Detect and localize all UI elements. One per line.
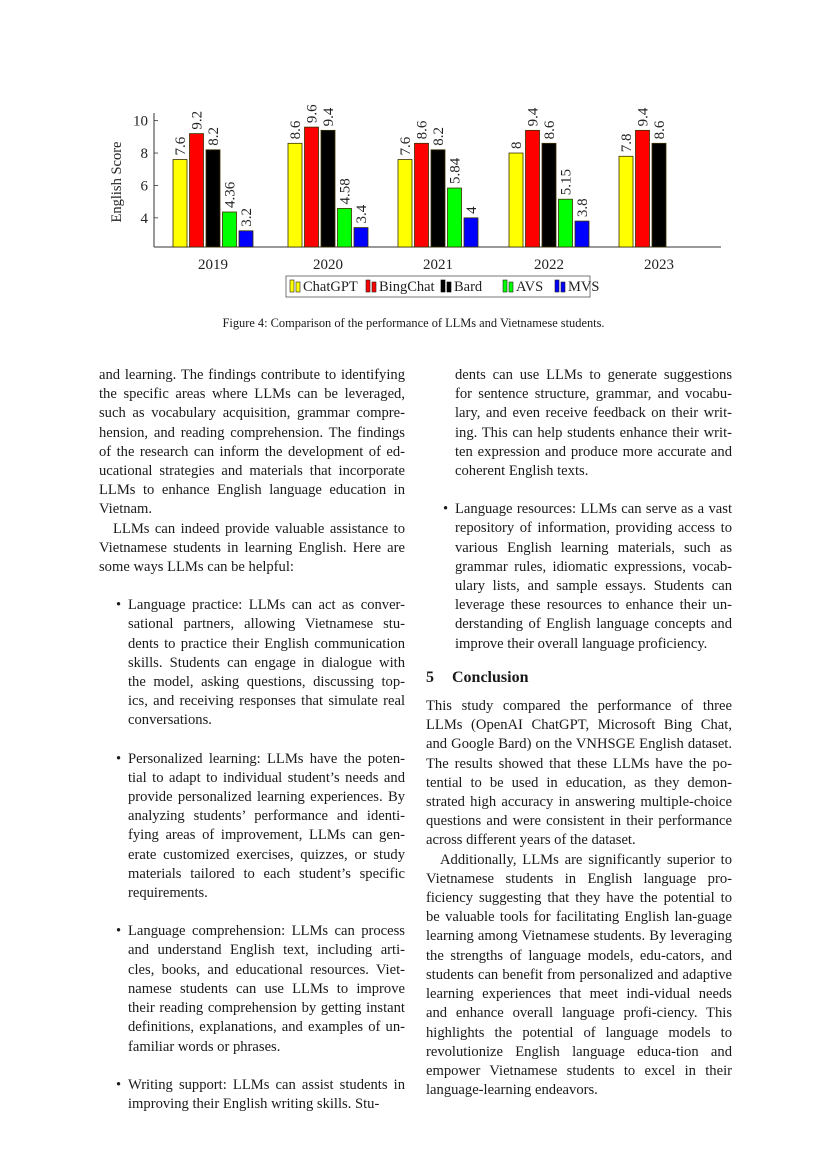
svg-text:3.8: 3.8 — [575, 198, 591, 218]
bar-avs-2020 — [338, 208, 352, 247]
svg-text:9.6: 9.6 — [304, 104, 321, 124]
bar-chatgpt-2020 — [288, 143, 302, 247]
bar-avs-2019 — [223, 212, 237, 247]
bar-bard-2019 — [206, 150, 220, 247]
bullet-item: • Personalized learning: LLMs have the poten-tial to adapt to individual student’s needs and provide personalized learning experiences. By analyzing students’ performance and identi-fying areas of improvement, LLMs can gen-erate customized exercises, quizzes, or study materials tailored to each student’s specific requirements. — [99, 750, 405, 904]
bar-bingchat-2023 — [636, 130, 650, 247]
svg-text:9.4: 9.4 — [321, 107, 337, 127]
bar-avs-2022 — [559, 199, 573, 247]
svg-text:4: 4 — [140, 210, 148, 227]
legend-item-chatgpt: ChatGPT — [303, 279, 358, 295]
section-number: 5 — [426, 668, 434, 686]
chart-legend — [286, 276, 599, 297]
svg-text:2020: 2020 — [313, 257, 343, 273]
left-column — [99, 366, 405, 1114]
svg-text:2022: 2022 — [534, 257, 564, 273]
bullet-item: • Writing support: LLMs can assist students in improving their English writing skills. Stu- — [99, 1076, 405, 1114]
bar-bard-2023 — [652, 143, 666, 247]
bar-chatgpt-2019 — [173, 160, 187, 247]
chart-bars — [173, 127, 666, 247]
bullet-item: • Language resources: LLMs can serve as a vast repository of information, providing access to various English learning materials, such as grammar rules, idiomatic expressions, vocab-ulary lists, and sample essays. Students can leverage these resources to enhance their un-derstanding of English language concepts and improve their overall language proficiency. — [426, 500, 732, 654]
bar-chart — [0, 0, 827, 310]
svg-text:8.6: 8.6 — [288, 120, 304, 140]
bar-bard-2021 — [431, 150, 445, 247]
svg-text:2021: 2021 — [423, 257, 453, 273]
svg-text:7.8: 7.8 — [619, 133, 635, 153]
bullet-continuation: dents can use LLMs to generate suggestions for sentence structure, grammar, and vocabu-lary, and even receive feedback on their writ-ing. This can help students enhance their writ-ten expression and produce more accurate and coherent English texts. — [455, 367, 732, 480]
bar-bard-2022 — [542, 143, 556, 247]
bar-bingchat-2021 — [415, 143, 429, 247]
svg-text:8.2: 8.2 — [206, 127, 222, 146]
bar-chatgpt-2021 — [398, 160, 412, 247]
svg-text:4: 4 — [464, 206, 480, 214]
bar-bingchat-2019 — [190, 134, 204, 247]
bar-chatgpt-2022 — [509, 153, 523, 247]
svg-text:6: 6 — [140, 178, 148, 195]
bar-mvs-2020 — [354, 228, 368, 247]
bar-chatgpt-2023 — [619, 156, 633, 247]
paragraph: and learning. The findings contribute to identifying the specific areas where LLMs can be leveraged, such as vocabulary acquisition, grammar compre-hension, and reading comprehension. The findings of the research can inform the development of ed-ucational strategies and materials that incorporate LLMs to enhance English language education in Vietnam. — [99, 367, 405, 518]
bar-avs-2021 — [448, 188, 462, 247]
svg-text:10: 10 — [133, 113, 148, 130]
svg-text:5.84: 5.84 — [447, 157, 464, 185]
y-axis-label: English Score — [109, 141, 125, 223]
svg-text:8.6: 8.6 — [414, 120, 431, 140]
svg-text:8.6: 8.6 — [652, 120, 668, 140]
svg-text:9.2: 9.2 — [189, 110, 206, 130]
right-column — [426, 366, 732, 1100]
paragraph: LLMs can indeed provide valuable assistance to Vietnamese students in learning English. Here are some ways LLMs can be helpful: — [99, 520, 405, 576]
bar-bingchat-2020 — [305, 127, 319, 247]
svg-text:8: 8 — [509, 141, 525, 150]
legend-item-mvs: MVS — [568, 279, 600, 295]
bar-bingchat-2022 — [526, 130, 540, 247]
bar-mvs-2021 — [464, 218, 478, 247]
svg-text:2019: 2019 — [198, 257, 228, 273]
svg-text:7.6: 7.6 — [398, 136, 414, 156]
bar-bard-2020 — [321, 130, 335, 247]
bar-mvs-2022 — [575, 221, 589, 247]
bullet-item: • Language practice: LLMs can act as conver-sational partners, allowing Vietnamese stu-dents to practice their English communication skills. Students can engage in dialogue with the model, asking questions, discussing top-ics, and receiving responses that simulate real conversations. — [99, 596, 405, 730]
svg-text:8: 8 — [140, 146, 148, 163]
svg-text:3.4: 3.4 — [354, 204, 370, 224]
svg-text:3.2: 3.2 — [239, 208, 255, 227]
legend-item-bard: Bard — [454, 279, 483, 295]
svg-text:9.4: 9.4 — [635, 107, 652, 127]
svg-text:2023: 2023 — [644, 257, 674, 273]
svg-text:5.15: 5.15 — [558, 168, 575, 196]
bullet-list — [99, 596, 405, 1114]
paragraph: This study compared the performance of three LLMs (OpenAI ChatGPT, Microsoft Bing Chat, and Google Bard) on the VNHSGE English dataset. The results showed that these LLMs have the po-tential to be used in education, as they demon-strated high accuracy in answering multiple-choice questions and were consistent in their performance across different years of the dataset. — [426, 698, 732, 849]
svg-text:9.4: 9.4 — [525, 107, 542, 127]
bar-mvs-2019 — [239, 231, 253, 247]
figure-caption: Figure 4: Comparison of the performance of LLMs and Vietnamese students. — [222, 316, 605, 330]
svg-text:8.2: 8.2 — [431, 127, 447, 146]
bullet-list — [426, 500, 732, 654]
section-heading — [426, 668, 732, 687]
legend-item-avs: AVS — [516, 279, 544, 295]
legend-item-bingchat: BingChat — [379, 279, 435, 295]
svg-text:4.36: 4.36 — [222, 181, 239, 209]
svg-text:4.58: 4.58 — [337, 178, 354, 205]
bullet-item: • Language comprehension: LLMs can process and understand English text, including arti-cles, books, and educational resources. Viet-namese students can use LLMs to improve their reading comprehension by getting instant definitions, explanations, and examples of un-familiar words or phrases. — [99, 922, 405, 1056]
svg-text:7.6: 7.6 — [173, 136, 189, 156]
paragraph: Additionally, LLMs are significantly superior to Vietnamese students in English language pro-ficiency suggesting that they have the potential to be valuable tools for facilitating English lan-guage learning among Vietnamese students. By leveraging the strengths of language models, edu-cators, and students can benefit from personalized and adaptive learning experiences that meet indi-vidual needs and enhance overall language profi-ciency. This highlights the potential of language models to revolutionize English language educa-tion and empower Vietnamese students to excel in their language-learning endeavors. — [426, 851, 732, 1099]
svg-text:8.6: 8.6 — [542, 120, 558, 140]
section-title: Conclusion — [452, 668, 529, 686]
